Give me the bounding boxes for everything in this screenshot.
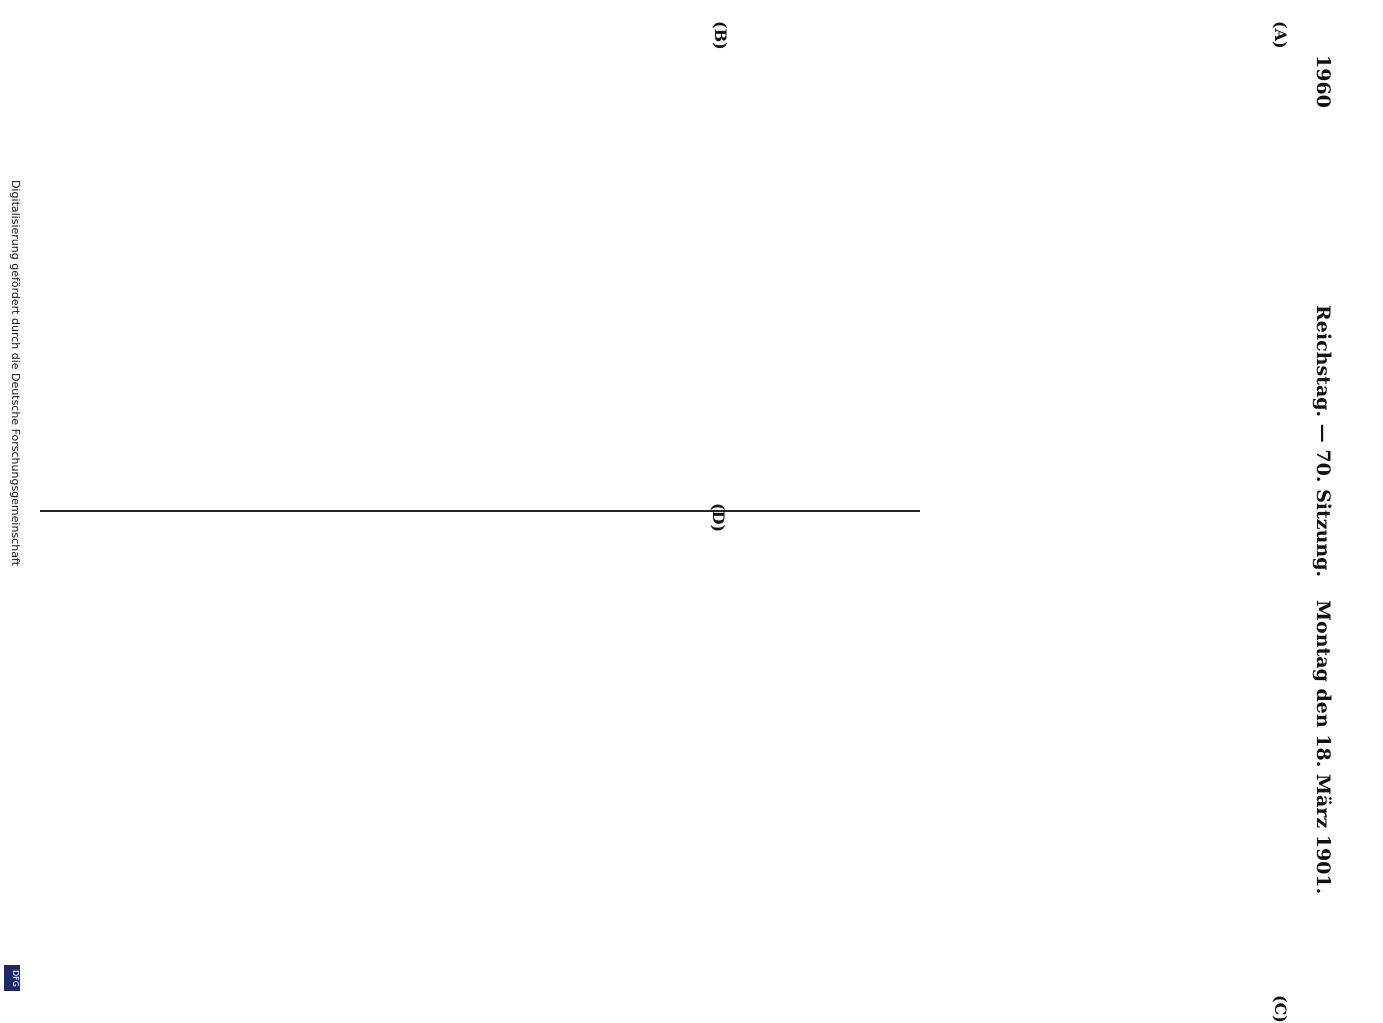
margin-mark-d: (D) bbox=[709, 503, 728, 533]
dfg-logo: DFG bbox=[4, 965, 20, 991]
rotated-newspaper-page bbox=[20, 21, 1340, 1023]
right-column bbox=[25, 530, 1295, 965]
page-title: Reichstag. — 70. Sitzung. bbox=[1312, 305, 1334, 578]
credit-text: Digitalisierung gefördert durch die Deutsche Forschungsgemeinschaft bbox=[9, 180, 22, 566]
session-date: Montag den 18. März 1901. bbox=[1312, 600, 1334, 895]
page-number: 1960 bbox=[1312, 55, 1334, 108]
column-divider bbox=[40, 510, 920, 512]
digitization-credit bbox=[4, 180, 22, 990]
left-column bbox=[25, 55, 1295, 490]
margin-mark-c: (C) bbox=[1271, 995, 1290, 1023]
margin-mark-a: (A) bbox=[1271, 21, 1290, 49]
page-header bbox=[1300, 55, 1340, 995]
margin-mark-b: (B) bbox=[711, 21, 730, 50]
